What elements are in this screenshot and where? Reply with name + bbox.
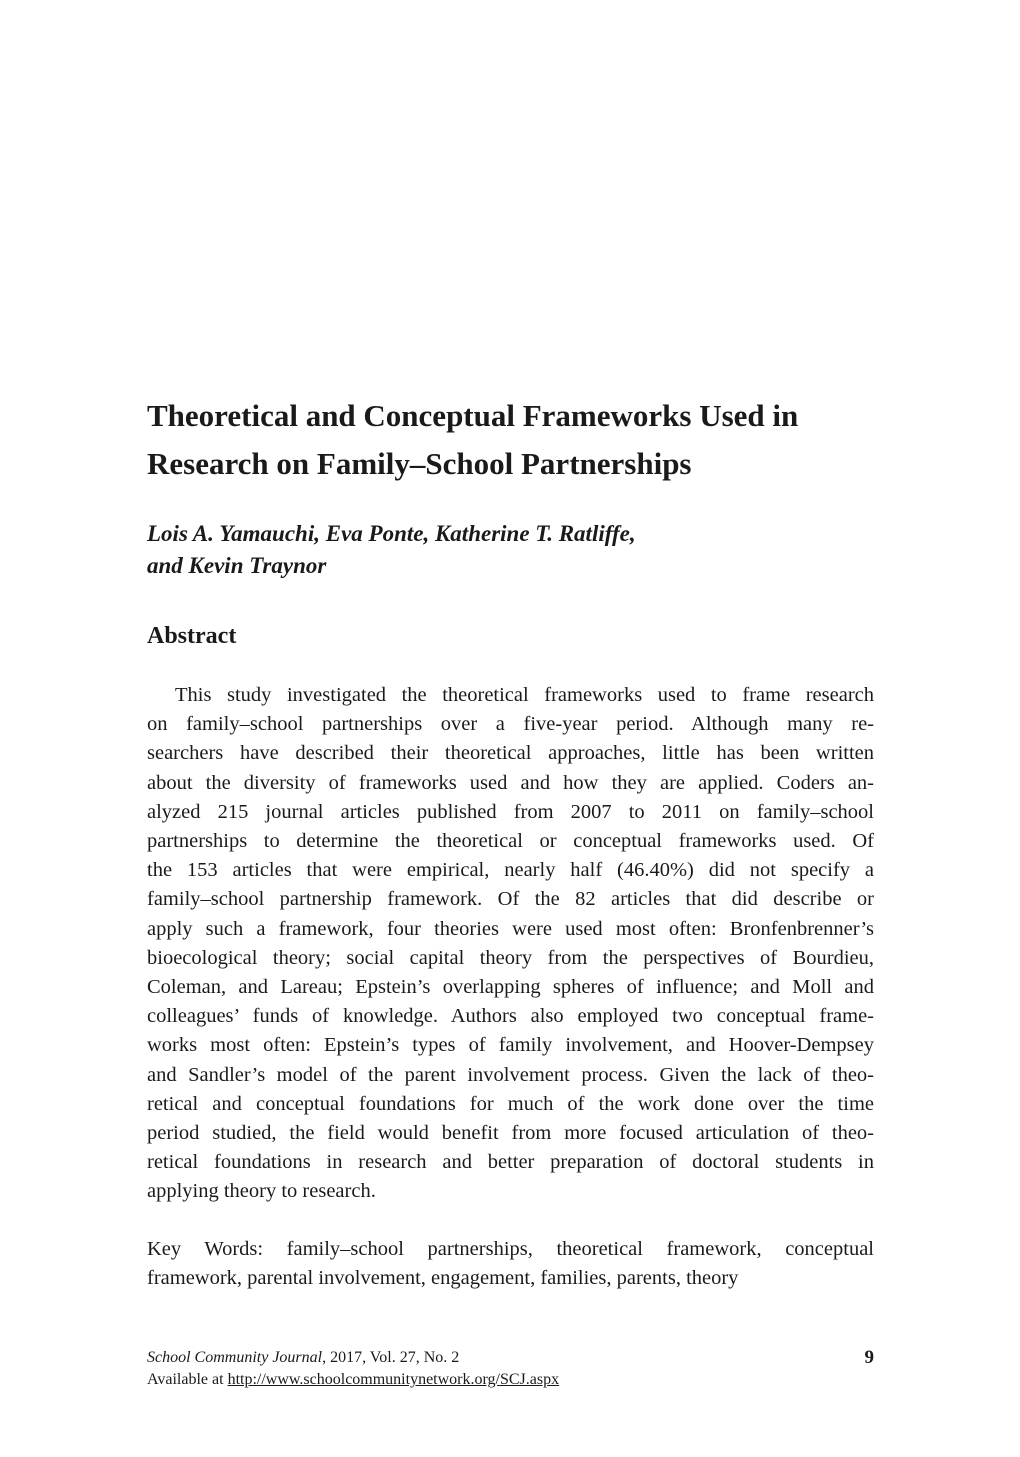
citation [147,1347,459,1369]
abstract-line: retical and conceptual foundations for much of the work done over the time [147,1092,874,1115]
article-title-line-2: Research on Family–School Partnerships [147,446,692,481]
abstract-line: period studied, the field would benefit from more focused articulation of theo- [147,1122,874,1145]
abstract-line: and Sandler’s model of the parent involvement process. Given the lack of theo- [147,1063,874,1086]
page-footer [147,1347,874,1391]
abstract-heading: Abstract [147,623,237,649]
keywords-line: framework, parental involvement, engagement, families, parents, theory [147,1267,739,1290]
journal-name: School Community Journal [147,1349,323,1366]
abstract-line: retical foundations in research and better preparation of doctoral students in [147,1151,874,1174]
availability-row [147,1369,874,1391]
abstract-line: partnerships to determine the theoretical or conceptual frameworks used. Of [147,830,874,853]
abstract-line: alyzed 215 journal articles published from 2007 to 2011 on family–school [147,800,874,823]
abstract-line: the 153 articles that were empirical, nearly half (46.40%) did not specify a [147,859,874,882]
abstract-line: Coleman, and Lareau; Epstein’s overlapping spheres of influence; and Moll and [147,976,874,999]
abstract-line: on family–school partnerships over a five-year period. Although many re- [147,713,874,736]
abstract-line: colleagues’ funds of knowledge. Authors also employed two conceptual frame- [147,1005,874,1028]
article-title [147,392,887,488]
abstract-line: applying theory to research. [147,1180,376,1203]
availability [147,1369,559,1391]
author-list [147,518,887,582]
abstract-line: apply such a framework, four theories were used most often: Bronfenbrenner’s [147,917,874,940]
author-line-1: Lois A. Yamauchi, Eva Ponte, Katherine T. Ratliffe, [147,521,636,546]
abstract-body [147,681,874,1207]
citation-row [147,1347,874,1369]
abstract-line: about the diversity of frameworks used and how they are applied. Coders an- [147,771,874,794]
abstract-line: works most often: Epstein’s types of family involvement, and Hoover-Dempsey [147,1034,874,1057]
abstract-line: This study investigated the theoretical frameworks used to frame research [175,684,874,706]
abstract-line: bioecological theory; social capital theory from the perspectives of Bourdieu, [147,946,874,969]
author-line-2: and Kevin Traynor [147,553,327,578]
page-number: 9 [864,1347,874,1368]
keywords-line: Key Words: family–school partnerships, theoretical framework, conceptual [147,1238,874,1260]
availability-prefix: Available at [147,1371,228,1388]
article-title-line-1: Theoretical and Conceptual Frameworks Used in [147,398,799,433]
journal-url-link[interactable]: http://www.schoolcommunitynetwork.org/SCJ.aspx [227,1371,560,1388]
abstract-line: searchers have described their theoretical approaches, little has been written [147,742,874,765]
journal-volume: , 2017, Vol. 27, No. 2 [322,1349,460,1366]
abstract-line: family–school partnership framework. Of the 82 articles that did describe or [147,888,874,911]
keywords [147,1235,874,1293]
